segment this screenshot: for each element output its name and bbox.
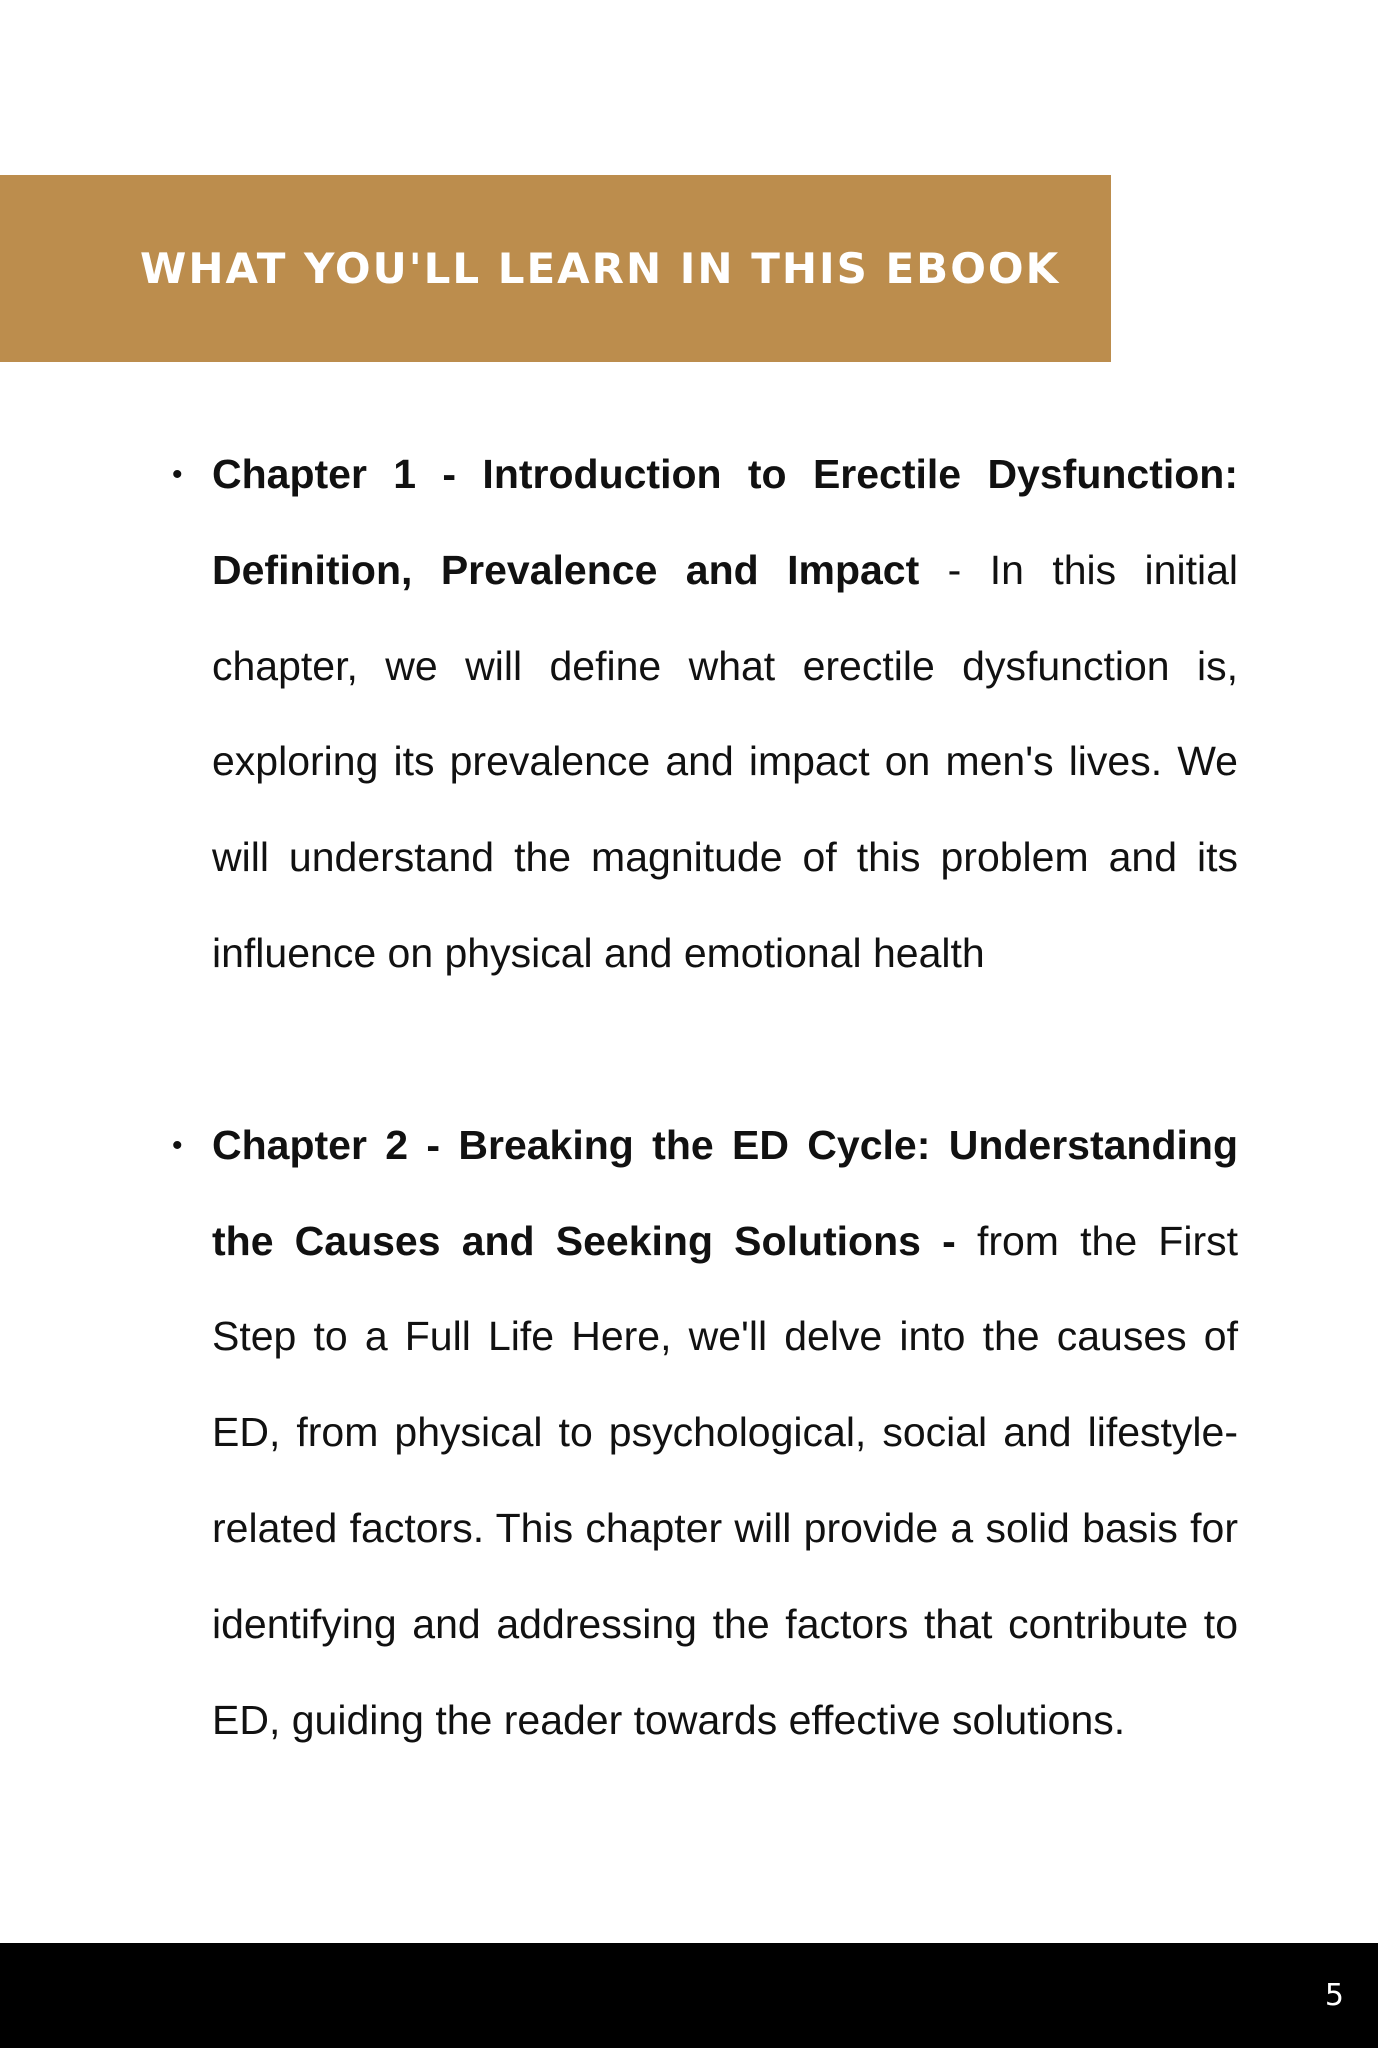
chapter-list — [172, 427, 1238, 1768]
page-number: 5 — [1324, 1978, 1344, 2013]
chapter-2-description: from the First Step to a Full Life Here, we'll delve into the causes of ED, from physical to psychological, social and lifestyle-related factors. This chapter will provide a solid basis for identifying and addressing the factors that contribute to ED, guiding the reader towards effective solutions. — [212, 1217, 1238, 1743]
bullet-icon: • — [172, 458, 183, 491]
chapter-item-1 — [172, 427, 1238, 1002]
chapter-2-heading: Chapter 2 - Breaking the ED Cycle: Understanding the Causes and Seeking Solutions - — [212, 1121, 1238, 1264]
section-title: WHAT YOU'LL LEARN IN THIS EBOOK — [140, 244, 1061, 293]
chapter-item-2 — [172, 1098, 1238, 1769]
page-footer — [0, 1943, 1378, 2048]
section-banner — [0, 175, 1111, 362]
bullet-icon: • — [172, 1128, 183, 1162]
chapter-1-description: - In this initial chapter, we will define what erectile dysfunction is, exploring its prevalence and impact on men's lives. We will understand the magnitude of this problem and its influence on physical and emotional health — [212, 546, 1238, 976]
chapter-1-heading: Chapter 1 - Introduction to Erectile Dysfunction: Definition, Prevalence and Impact — [212, 451, 1238, 593]
